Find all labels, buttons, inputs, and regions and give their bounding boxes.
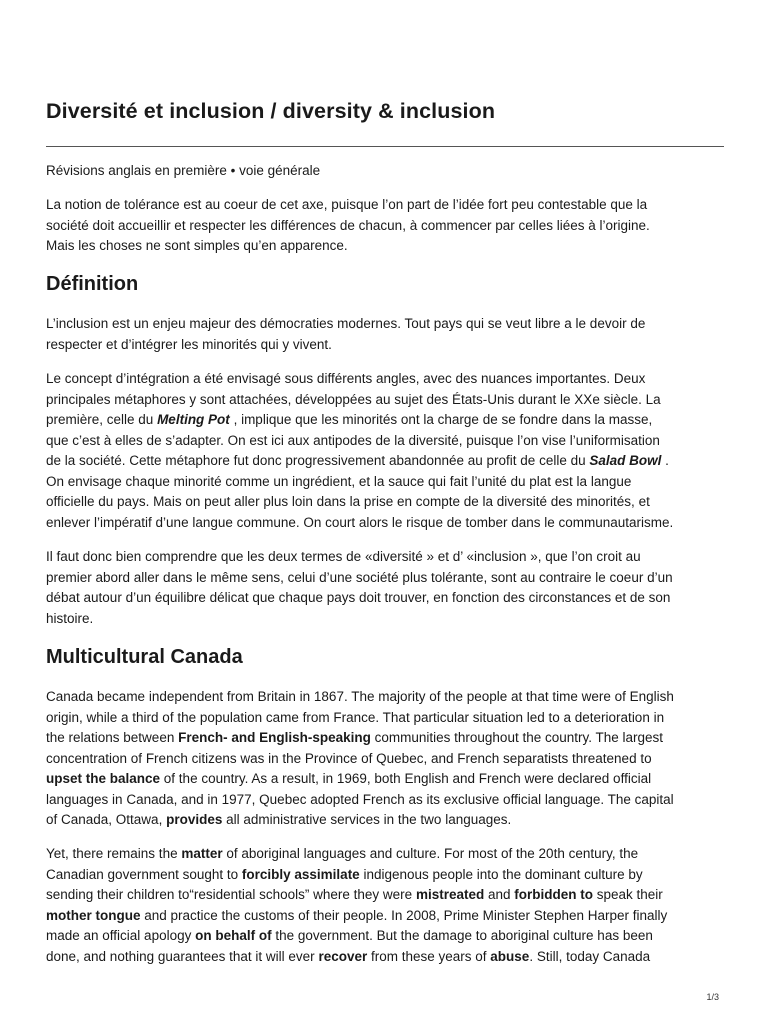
text-line xyxy=(46,885,724,906)
text-run: indigenous people into the dominant culture by xyxy=(359,866,643,882)
page-subtitle: Révisions anglais en première • voie générale xyxy=(46,163,321,178)
text-line: principales métaphores y sont attachées, développées au sujet des États-Unis durant le XXe siècle. La xyxy=(46,391,661,407)
text-run: . xyxy=(661,453,669,468)
intro-paragraph xyxy=(46,195,724,257)
emphasis-term: Melting Pot xyxy=(157,412,230,427)
text-run: the relations between xyxy=(46,730,179,745)
text-line xyxy=(46,926,724,947)
title-divider xyxy=(46,146,724,147)
text-line xyxy=(46,728,724,749)
text-line: respecter et d’intégrer les minorités qui y vivent. xyxy=(46,336,332,352)
text-run: Canadian government sought to xyxy=(46,866,242,882)
vocab-term: abuse xyxy=(490,948,530,964)
text-line xyxy=(46,769,724,790)
definition-paragraph-3 xyxy=(46,547,724,629)
vocab-term: recover xyxy=(318,948,368,964)
canada-paragraph-1 xyxy=(46,687,724,831)
text-run: the government. But the damage to aboriginal culture has been xyxy=(271,928,653,943)
text-run: speak their xyxy=(593,887,663,902)
text-run: all administrative services in the two languages. xyxy=(222,812,512,827)
text-line xyxy=(46,810,724,831)
vocab-term: mistreated xyxy=(415,887,485,902)
text-run: sending their children to“residential schools” where they were xyxy=(46,887,416,902)
text-run: Yet, there remains the xyxy=(46,846,182,861)
text-line xyxy=(46,451,724,472)
vocab-term: provides xyxy=(166,812,223,827)
text-line: Il faut donc bien comprendre que les deux termes de «diversité » et d’ «inclusion », que l’on croit au xyxy=(46,549,641,564)
text-run: of the country. As a result, in 1969, both English and French were declared official xyxy=(160,771,652,786)
vocab-term: forbidden to xyxy=(514,887,593,902)
text-run: done, and nothing guarantees that it will ever xyxy=(46,948,319,964)
text-line xyxy=(46,906,724,927)
emphasis-term: Salad Bowl xyxy=(589,453,662,468)
text-line: languages in Canada, and in 1977, Quebec adopted French as its exclusive official language. The capital xyxy=(46,791,674,807)
text-line: origin, while a third of the population came from France. That particular situation led to a deterioration in xyxy=(46,709,665,725)
vocab-term: upset the balance xyxy=(46,771,161,786)
text-run: . Still, today Canada xyxy=(529,948,651,964)
text-run: communities throughout the country. The largest xyxy=(370,730,664,745)
text-run: de la société. Cette métaphore fut donc progressivement abandonnée au profit de celle du xyxy=(46,453,590,468)
text-line: enlever l’impératif d’une langue commune. On court alors le risque de tomber dans le communautarisme. xyxy=(46,514,674,530)
text-line: que c’est à elles de s’adapter. On est ici aux antipodes de la diversité, puisque l’on vise l’uniformisation xyxy=(46,432,660,448)
text-line: On envisage chaque minorité comme un ingrédient, et la sauce qui fait l’unité du plat est la langue xyxy=(46,473,632,489)
section-heading-definition: Définition xyxy=(46,273,139,295)
page-title: Diversité et inclusion / diversity & inclusion xyxy=(46,99,496,123)
vocab-term: mother tongue xyxy=(46,907,141,923)
text-line: Mais les choses ne sont simples qu’en apparence. xyxy=(46,238,348,253)
definition-paragraph-1 xyxy=(46,314,724,355)
text-run: , implique que les minorités ont la charge de se fondre dans la masse, xyxy=(229,412,653,427)
definition-paragraph-2 xyxy=(46,369,724,533)
text-line: Le concept d’intégration a été envisagé sous différents angles, avec des nuances importantes. Deux xyxy=(46,371,646,386)
text-run: première, celle du xyxy=(46,412,158,427)
text-run: and practice the customs of their people. In 2008, Prime Minister Stephen Harper finally xyxy=(140,907,668,923)
text-line: histoire. xyxy=(46,610,94,626)
text-run: of aboriginal languages and culture. For most of the 20th century, the xyxy=(222,846,639,861)
text-line: débat autour d’un équilibre délicat que chaque pays doit trouver, en fonction des circonstances et de son xyxy=(46,590,671,605)
vocab-term: matter xyxy=(181,846,223,861)
section-heading-canada: Multicultural Canada xyxy=(46,646,243,668)
text-line xyxy=(46,844,724,865)
text-line: Canada became independent from Britain in 1867. The majority of the people at that time were of English xyxy=(46,689,674,704)
page-number: 1/3 xyxy=(706,992,719,1002)
text-line: La notion de tolérance est au coeur de cet axe, puisque l’on part de l’idée fort peu contestable que la xyxy=(46,197,648,212)
text-run: made an official apology xyxy=(46,928,196,943)
text-line xyxy=(46,410,724,431)
text-line: premier abord aller dans le même sens, celui d’une société plus tolérante, sont au contraire le coeur d’un xyxy=(46,569,673,585)
canada-paragraph-2 xyxy=(46,844,724,967)
text-line: concentration of French citizens was in the Province of Quebec, and French separatists threatened to xyxy=(46,750,652,766)
text-line: officielle du pays. Mais on peut aller plus loin dans la prise en compte de la diversité des minorités, et xyxy=(46,494,650,509)
vocab-term: on behalf of xyxy=(195,928,272,943)
text-line: société doit accueillir et respecter les différences de chacun, à commencer par celles liées à l’origine. xyxy=(46,217,650,233)
text-run: and xyxy=(484,887,515,902)
text-line xyxy=(46,865,724,886)
text-run: of Canada, Ottawa, xyxy=(46,812,167,827)
vocab-term: forcibly assimilate xyxy=(241,866,360,882)
text-line: L’inclusion est un enjeu majeur des démocraties modernes. Tout pays qui se veut libre a le devoir de xyxy=(46,316,646,331)
text-line xyxy=(46,947,724,968)
vocab-term: French- and English-speaking xyxy=(178,730,371,745)
text-run: from these years of xyxy=(367,948,491,964)
